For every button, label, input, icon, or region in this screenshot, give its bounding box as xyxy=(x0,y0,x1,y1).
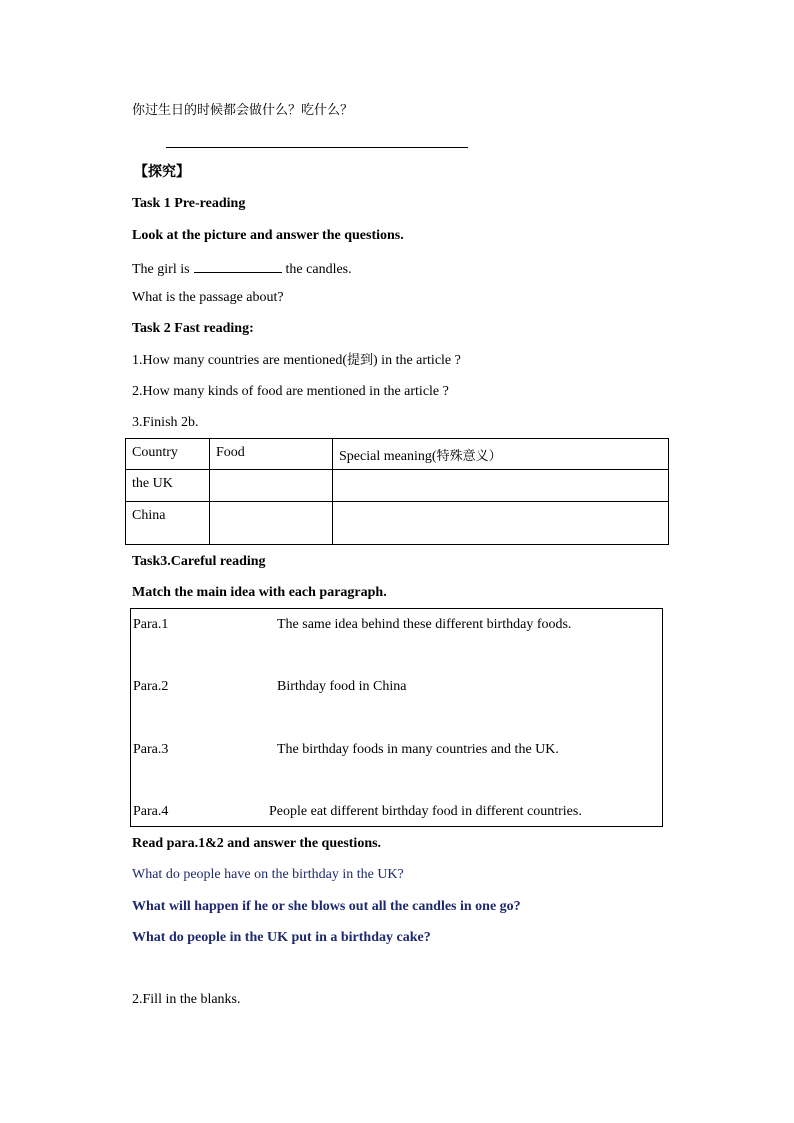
main-idea[interactable]: People eat different birthday food in different countries. xyxy=(269,804,582,819)
main-idea[interactable]: The same idea behind these different birthday foods. xyxy=(277,617,572,632)
task3-title: Task3.Careful reading xyxy=(132,554,266,569)
task1-question-1 xyxy=(132,258,352,279)
task2-q1-cjk: 提到 xyxy=(347,353,374,368)
header-meaning xyxy=(333,439,669,470)
cell-meaning[interactable] xyxy=(333,502,669,545)
cell-country: the UK xyxy=(126,470,210,502)
read-question-1: What do people have on the birthday in the UK? xyxy=(132,867,404,882)
task2-q1-after: ) in the article ? xyxy=(373,353,461,368)
task1-title: Task 1 Pre-reading xyxy=(132,196,246,211)
para-label: Para.2 xyxy=(133,679,169,694)
read-question-3: What do people in the UK put in a birthday cake? xyxy=(132,930,431,945)
answer-line xyxy=(166,147,468,148)
para-label: Para.1 xyxy=(133,617,169,632)
match-box xyxy=(130,608,663,827)
main-idea[interactable]: Birthday food in China xyxy=(277,679,407,694)
header-meaning-en: Special meaning( xyxy=(339,449,437,464)
header-country: Country xyxy=(126,439,210,470)
read-title: Read para.1&2 and answer the questions. xyxy=(132,836,382,851)
cell-food[interactable] xyxy=(210,502,333,545)
header-food: Food xyxy=(210,439,333,470)
header-meaning-cjk: 特殊意义） xyxy=(436,449,502,464)
task2-question-3: 3.Finish 2b. xyxy=(132,415,199,430)
para-label: Para.4 xyxy=(133,804,169,819)
table-header-row xyxy=(126,439,669,470)
para-label: Para.3 xyxy=(133,742,169,757)
task2-question-1 xyxy=(132,352,461,370)
answer-blank[interactable] xyxy=(194,258,282,273)
read-question-2: What will happen if he or she blows out all the candles in one go? xyxy=(132,899,521,914)
task2-q1-before: 1.How many countries are mentioned( xyxy=(132,353,347,368)
intro-question: 你过生日的时候都会做什么？吃什么？ xyxy=(132,103,354,118)
task2-title: Task 2 Fast reading: xyxy=(132,321,254,336)
task1-q1-after: the candles. xyxy=(285,262,352,277)
task2-question-2: 2.How many kinds of food are mentioned in the article ? xyxy=(132,384,449,399)
task3-instruction: Match the main idea with each paragraph. xyxy=(132,585,387,600)
cell-food[interactable] xyxy=(210,470,333,502)
table-row xyxy=(126,470,669,502)
fill-title: 2.Fill in the blanks. xyxy=(132,992,241,1007)
country-food-table xyxy=(125,438,669,545)
table-row xyxy=(126,502,669,545)
cell-country: China xyxy=(126,502,210,545)
main-idea[interactable]: The birthday foods in many countries and the UK. xyxy=(277,742,559,757)
task1-q1-before: The girl is xyxy=(132,262,190,277)
cell-meaning[interactable] xyxy=(333,470,669,502)
section-label: 【探究】 xyxy=(134,164,190,180)
task1-instruction: Look at the picture and answer the questions. xyxy=(132,228,404,243)
task1-question-2: What is the passage about? xyxy=(132,290,284,305)
